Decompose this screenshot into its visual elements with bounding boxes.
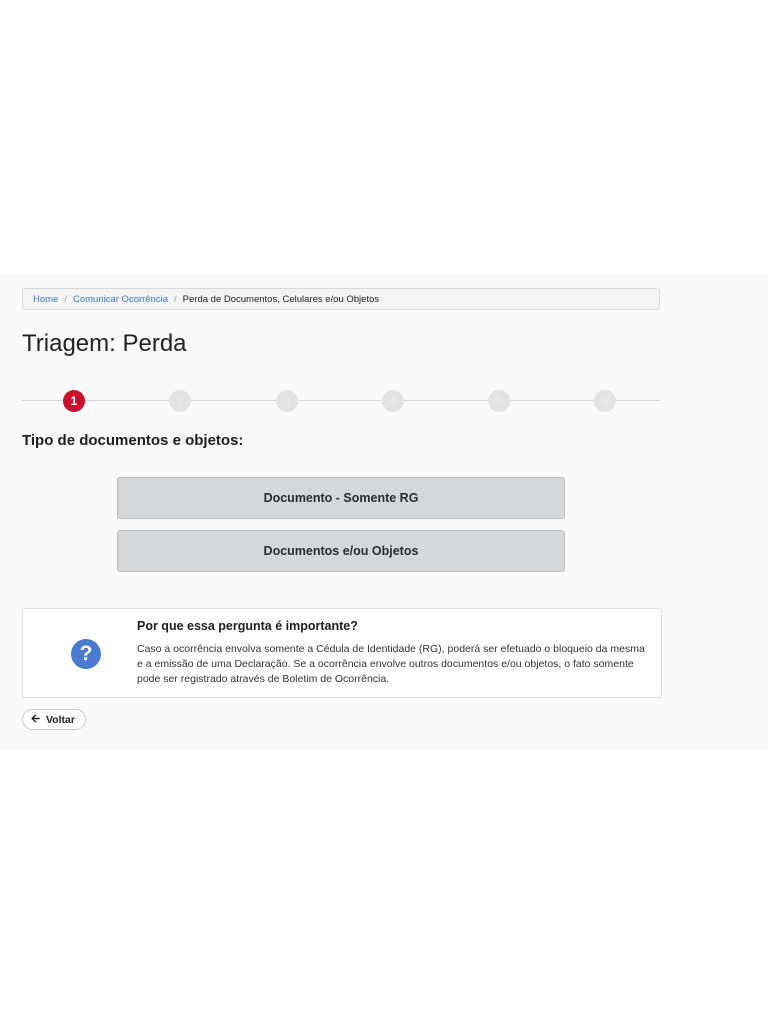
stepper-line [22, 400, 660, 401]
breadcrumb [22, 288, 660, 310]
breadcrumb-comunicar-ocorrencia-link[interactable]: Comunicar Ocorrência [72, 293, 169, 305]
back-button[interactable] [22, 709, 86, 730]
step-1: 1 [63, 390, 85, 412]
info-text: Caso a ocorrência envolva somente a Cédula de Identidade (RG), poderá ser efetuado o bloqueio da mesma e a emissão de uma Declaração. Se a ocorrência envolve outros documentos e/ou objetos, o fato somente pode ser registrado através de Boletim de Ocorrência. [137, 643, 645, 685]
option-documento-somente-rg-button[interactable]: Documento - Somente RG [117, 477, 565, 519]
info-title: Por que essa pergunta é importante? [137, 619, 358, 633]
step-4: 4 [382, 390, 404, 412]
section-title: Tipo de documentos e objetos: [22, 432, 244, 449]
step-3: 3 [276, 390, 298, 412]
back-button-label: Voltar [45, 713, 75, 726]
step-5: 5 [488, 390, 510, 412]
breadcrumb-home-link[interactable]: Home [33, 293, 59, 305]
question-circle-icon: ? [71, 639, 101, 669]
breadcrumb-current: Perda de Documentos, Celulares e/ou Objetos [182, 293, 380, 305]
step-2: 2 [169, 390, 191, 412]
breadcrumb-separator: / [64, 293, 67, 305]
breadcrumb-separator: / [174, 293, 177, 305]
option-documentos-objetos-button[interactable]: Documentos e/ou Objetos [117, 530, 565, 572]
arrow-left-icon: 🡨 [31, 713, 40, 725]
step-6: 6 [594, 390, 616, 412]
page-title: Triagem: Perda [22, 330, 187, 357]
info-box [22, 608, 662, 698]
progress-stepper [22, 390, 660, 412]
